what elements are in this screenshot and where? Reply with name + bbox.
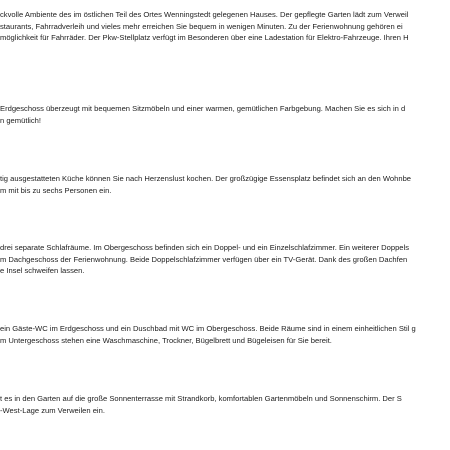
- text-line: m mit bis zu sechs Personen ein.: [0, 185, 112, 195]
- text-line: m Untergeschoss stehen eine Waschmaschine, Trockner, Bügelbrett und Bügeleisen für Sie bereit.: [0, 335, 332, 345]
- text-line: staurants, Fahrradverleih und vieles mehr erreichen Sie bequem in wenigen Minuten. Zu der Ferienwohnung gehören ei: [0, 21, 403, 31]
- text-line: n gemütlich!: [0, 115, 41, 125]
- paragraph-garten: [0, 393, 450, 416]
- paragraph-schlafraeume: [0, 242, 450, 277]
- text-line: ein Gäste-WC im Erdgeschoss und ein Duschbad mit WC im Obergeschoss. Beide Räume sind in einem einheitlichen Stil g: [0, 324, 416, 333]
- text-line: Erdgeschoss überzeugt mit bequemen Sitzmöbeln und einer warmen, gemütlichen Farbgebung. Machen Sie es sich in d: [0, 104, 406, 113]
- paragraph-badezimmer: [0, 323, 450, 346]
- text-line: ckvolle Ambiente des im östlichen Teil des Ortes Wenningstedt gelegenen Hauses. Der gepflegte Garten lädt zum Verweil: [0, 10, 409, 19]
- text-line: -West-Lage zum Verweilen ein.: [0, 405, 105, 415]
- text-line: tig ausgestatteten Küche können Sie nach Herzenslust kochen. Der großzügige Essensplatz befindet sich an den Wohnbe: [0, 174, 412, 183]
- text-line: m Dachgeschoss der Ferienwohnung. Beide Doppelschlafzimmer verfügen über ein TV-Gerät. Dank des großen Dachfen: [0, 254, 408, 264]
- text-line: drei separate Schlafräume. Im Obergeschoss befinden sich ein Doppel- und ein Einzelschlafzimmer. Ein weiterer Doppels: [0, 243, 410, 252]
- paragraph-wohnbereich: [0, 103, 450, 126]
- text-line: möglichkeit für Fahrräder. Der Pkw-Stellplatz verfügt im Besonderen über eine Ladestation für Elektro-Fahrzeuge. Ihren H: [0, 33, 409, 42]
- text-line: e Insel schweifen lassen.: [0, 266, 85, 275]
- text-line: t es in den Garten auf die große Sonnenterrasse mit Strandkorb, komfortablen Gartenmöbeln und Sonnenschirm. Der S: [0, 394, 402, 403]
- paragraph-kueche: [0, 173, 450, 196]
- paragraph-ambiente: [0, 9, 450, 44]
